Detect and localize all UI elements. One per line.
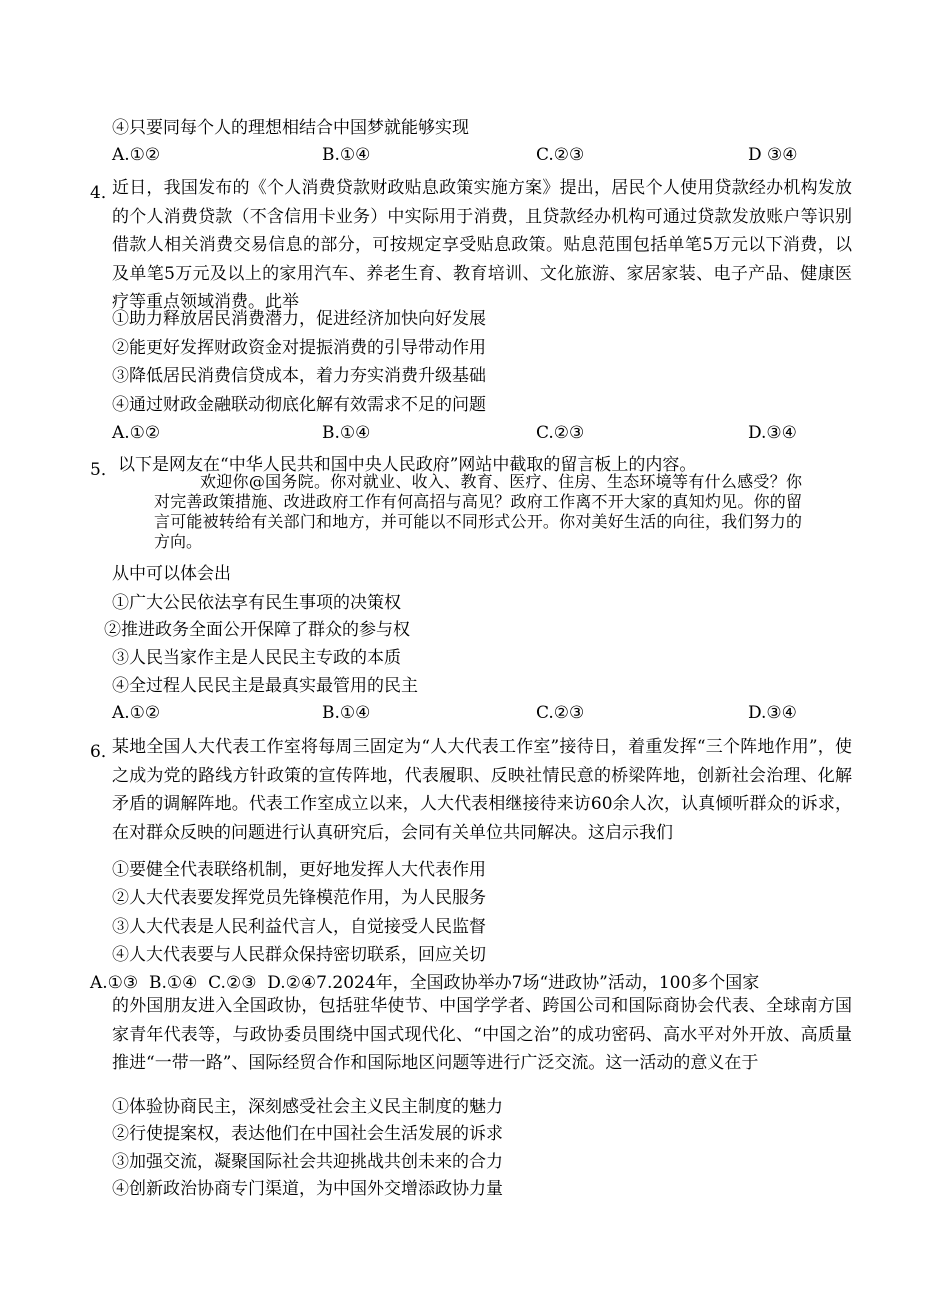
q5-options <box>112 703 842 725</box>
q4-item-2: ②能更好发挥财政资金对提振消费的引导带动作用 <box>112 338 486 358</box>
q5-item-4: ④全过程人民民主是最真实最管用的民主 <box>112 676 418 696</box>
q5-lead: 从中可以体会出 <box>112 564 231 584</box>
q5-item-1: ①广大公民依法享有民生事项的决策权 <box>112 593 401 613</box>
q6-number: 6． <box>90 742 118 762</box>
q5-stem: 以下是网友在“中华人民共和国中央人民政府”网站中截取的留言板上的内容。 <box>118 455 697 475</box>
q4-stem: 近日，我国发布的《个人消费贷款财政贴息政策实施方案》提出，居民个人使用贷款经办机构发放的个人消费贷款（不含信用卡业务）中实际用于消费，且贷款经办机构可通过贷款发放账户等识别借款人相关消费交易信息的部分，可按规定享受贴息政策。贴息范围包括单笔5万元以下消费，以及单笔5万元及以上的家用汽车、养老生育、教育培训、文化旅游、家居家装、电子产品、健康医疗等重点领域消费。此举 <box>112 178 852 312</box>
q5-option-a: A.①② <box>112 703 161 723</box>
q4-option-b: B.①④ <box>322 423 371 443</box>
q6-options: A.①③ B.①④ C.②③ D.②④ <box>90 973 317 993</box>
q5-option-b: B.①④ <box>322 703 371 723</box>
q7-item-1: ①体验协商民主，深刻感受社会主义民主制度的魅力 <box>112 1097 503 1117</box>
q6-item-1: ①要健全代表联络机制，更好地发挥人大代表作用 <box>112 860 486 880</box>
q6-item-2: ②人大代表要发挥党员先锋模范作用，为人民服务 <box>112 888 486 908</box>
q4-options <box>112 423 842 445</box>
q7-stem-first: 7.2024年，全国政协举办7场“进政协”活动，100多个国家 <box>316 973 760 993</box>
q6-item-3: ③人大代表是人民利益代言人，自觉接受人民监督 <box>112 917 486 937</box>
q6-item-4: ④人大代表要与人民群众保持密切联系，回应关切 <box>112 945 486 965</box>
q3-options <box>112 145 842 167</box>
q6-options-line <box>90 973 759 993</box>
q5-option-d: D.③④ <box>748 703 797 723</box>
q4-option-c: C.②③ <box>536 423 585 443</box>
q3-option-c: C.②③ <box>536 145 585 165</box>
q7-item-4: ④创新政治协商专门渠道，为中国外交增添政协力量 <box>112 1179 503 1199</box>
q5-item-3: ③人民当家作主是人民民主专政的本质 <box>112 648 401 668</box>
q3-option-b: B.①④ <box>322 145 371 165</box>
q5-number: 5． <box>90 460 118 480</box>
q6-stem: 某地全国人大代表工作室将每周三固定为“人大代表工作室”接待日，着重发挥“三个阵地作用”，使之成为党的路线方针政策的宣传阵地，代表履职、反映社情民意的桥梁阵地，创新社会治理、化解矛盾的调解阵地。代表工作室成立以来，人大代表相继接待来访60余人次，认真倾听群众的诉求，在对群众反映的问题进行认真研究后，会同有关单位共同解决。这启示我们 <box>112 737 852 843</box>
q4-number: 4． <box>90 183 118 203</box>
q3-item-4: ④只要同每个人的理想相结合中国梦就能够实现 <box>112 118 469 138</box>
q7-item-3: ③加强交流，凝聚国际社会共迎挑战共创未来的合力 <box>112 1152 503 1172</box>
q4-item-1: ①助力释放居民消费潜力，促进经济加快向好发展 <box>112 309 486 329</box>
q4-item-3: ③降低居民消费信贷成本，着力夯实消费升级基础 <box>112 366 486 386</box>
q7-item-2: ②行使提案权，表达他们在中国社会生活发展的诉求 <box>112 1124 503 1144</box>
q5-quote: 欢迎你@国务院。你对就业、收入、教育、医疗、住房、生态环境等有什么感受？你对完善政策措施、改进政府工作有何高招与高见？政府工作离不开大家的真知灼见。你的留言可能被转给有关部门和地方，并可能以不同形式公开。你对美好生活的向往，我们努力的方向。 <box>154 472 802 551</box>
q5-item-2: ②推进政务全面公开保障了群众的参与权 <box>104 620 410 640</box>
q4-option-d: D.③④ <box>748 423 797 443</box>
q5-option-c: C.②③ <box>536 703 585 723</box>
q4-item-4: ④通过财政金融联动彻底化解有效需求不足的问题 <box>112 395 486 415</box>
q7-stem-rest: 的外国朋友进入全国政协，包括驻华使节、中国学学者、跨国公司和国际商协会代表、全球南方国家青年代表等，与政协委员围绕中国式现代化、“中国之治”的成功密码、高水平对外开放、高质量推进“一带一路”、国际经贸合作和国际地区问题等进行广泛交流。这一活动的意义在于 <box>112 996 852 1073</box>
q3-option-d: D ③④ <box>748 145 798 165</box>
q3-option-a: A.①② <box>112 145 161 165</box>
q4-option-a: A.①② <box>112 423 161 443</box>
